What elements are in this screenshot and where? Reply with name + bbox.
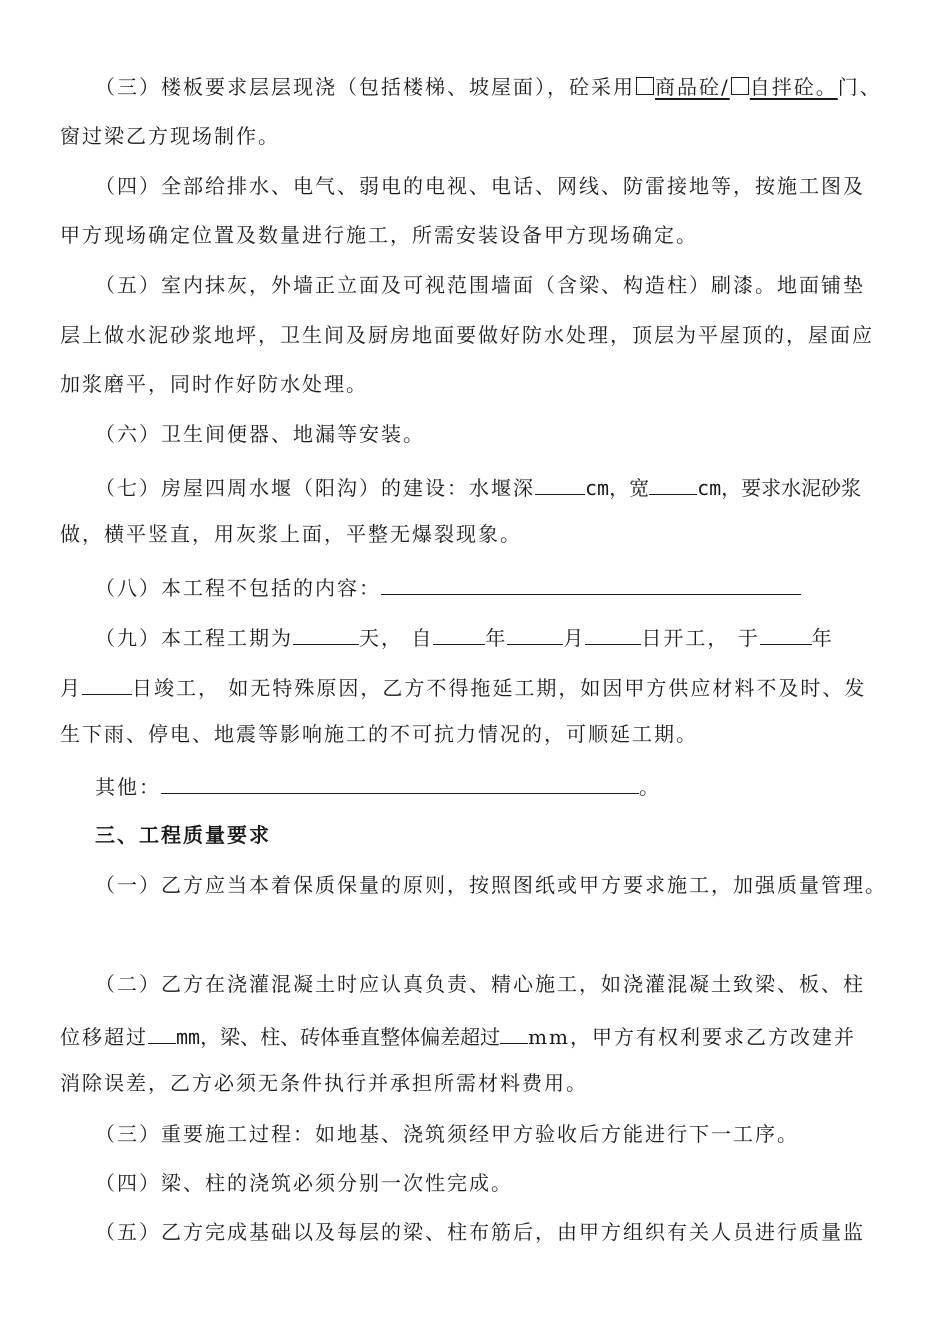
quality-paragraph-2-line-1: （二）乙方在浇灌混凝土时应认真负责、精心施工，如浇灌混凝土致梁、板、柱 (95, 972, 865, 996)
quality-paragraph-2-line-3: 消除误差，乙方必须无条件执行并承担所需材料费用。 (60, 1071, 588, 1095)
blank-excluded-content[interactable] (381, 572, 801, 595)
text: （九）本工程工期为 (95, 626, 293, 650)
text: 。 (639, 775, 661, 799)
paragraph-9-line-3: 生下雨、停电、地震等影响施工的不可抗力情况的，可顺延工期。 (60, 722, 698, 746)
paragraph-7-line-2: 做，横平竖直，用灰浆上面，平整无爆裂现象。 (60, 522, 522, 546)
checkbox-self-mixed-concrete[interactable] (731, 77, 749, 95)
paragraph-5-line-2: 层上做水泥砂浆地坪，卫生间及厨房地面要做好防水处理，顶层为平屋顶的，屋面应 (60, 323, 874, 347)
paragraph-3-line-2: 窗过梁乙方现场制作。 (60, 124, 280, 148)
concrete-options (635, 75, 838, 99)
quality-paragraph-4: （四）梁、柱的浇筑必须分别一次性完成。 (95, 1171, 513, 1195)
paragraph-5-line-3: 加浆磨平，同时作好防水处理。 (60, 372, 368, 396)
blank-end-month[interactable] (82, 672, 132, 695)
paragraph-8 (95, 572, 801, 601)
paragraph-5-line-1: （五）室内抹灰，外墙正立面及可视范围墙面（含梁、构造柱）刷漆。地面铺垫 (95, 273, 865, 297)
paragraph-9-line-2 (60, 672, 866, 701)
checkbox-commercial-concrete[interactable] (636, 77, 654, 95)
text: 月 (563, 626, 586, 650)
blank-ditch-width[interactable] (649, 472, 697, 495)
text: 门、 (837, 75, 882, 99)
section-heading-quality: 三、工程质量要求 (95, 823, 271, 847)
text: （八）本工程不包括的内容： (95, 576, 381, 600)
quality-paragraph-2-line-2 (60, 1021, 856, 1050)
quality-paragraph-5: （五）乙方完成基础以及每层的梁、柱布筋后，由甲方组织有关人员进行质量监 (95, 1220, 865, 1244)
quality-paragraph-3: （三）重要施工过程：如地基、浇筑须经甲方验收后方能进行下一工序。 (95, 1122, 799, 1146)
blank-duration-days[interactable] (293, 622, 359, 645)
paragraph-7-line-1 (95, 472, 861, 501)
quality-paragraph-1: （一）乙方应当本着保质保量的原则，按照图纸或甲方要求施工，加强质量管理。 (95, 873, 887, 897)
paragraph-6: （六）卫生间便器、地漏等安装。 (95, 422, 425, 446)
text: mm，甲方有权利要求乙方改建并 (528, 1025, 857, 1049)
blank-end-year[interactable] (760, 622, 812, 645)
text: cm，宽 (585, 476, 650, 500)
text: （七）房屋四周水堰（阳沟）的建设：水堰深 (95, 476, 535, 500)
other-line (95, 771, 661, 800)
text: 月 (60, 676, 82, 700)
paragraph-4-line-1: （四）全部给排水、电气、弱电的电视、电话、网线、防雷接地等，按施工图及 (95, 174, 865, 198)
blank-other[interactable] (161, 771, 639, 794)
blank-start-month[interactable] (507, 622, 563, 645)
text: 年 (485, 626, 508, 650)
text: 年 (811, 626, 834, 650)
text: 天， 自 (359, 626, 434, 650)
blank-ditch-depth[interactable] (535, 472, 585, 495)
blank-start-year[interactable] (433, 622, 485, 645)
text: 日竣工， 如无特殊原因，乙方不得拖延工期，如因甲方供应材料不及时、发 (132, 676, 867, 700)
option-label: 商品砼/ (655, 75, 730, 99)
paragraph-3-line-1 (95, 74, 882, 100)
blank-start-day[interactable] (585, 622, 641, 645)
paragraph-4-line-2: 甲方现场确定位置及数量进行施工，所需安装设备甲方现场确定。 (60, 223, 698, 247)
option-label: 自拌砼。 (749, 75, 838, 99)
text: mm，梁、柱、砖体垂直整体偏差超过 (176, 1025, 501, 1049)
text: 日开工， 于 (641, 626, 760, 650)
text: （三）楼板要求层层现浇（包括楼梯、坡屋面），砼采用 (95, 75, 635, 99)
blank-vertical-deviation-mm[interactable] (500, 1021, 528, 1044)
paragraph-9-line-1 (95, 622, 834, 651)
text: 其他： (95, 775, 161, 799)
blank-displacement-mm[interactable] (148, 1021, 176, 1044)
text: cm，要求水泥砂浆 (697, 476, 862, 500)
text: 位移超过 (60, 1025, 148, 1049)
